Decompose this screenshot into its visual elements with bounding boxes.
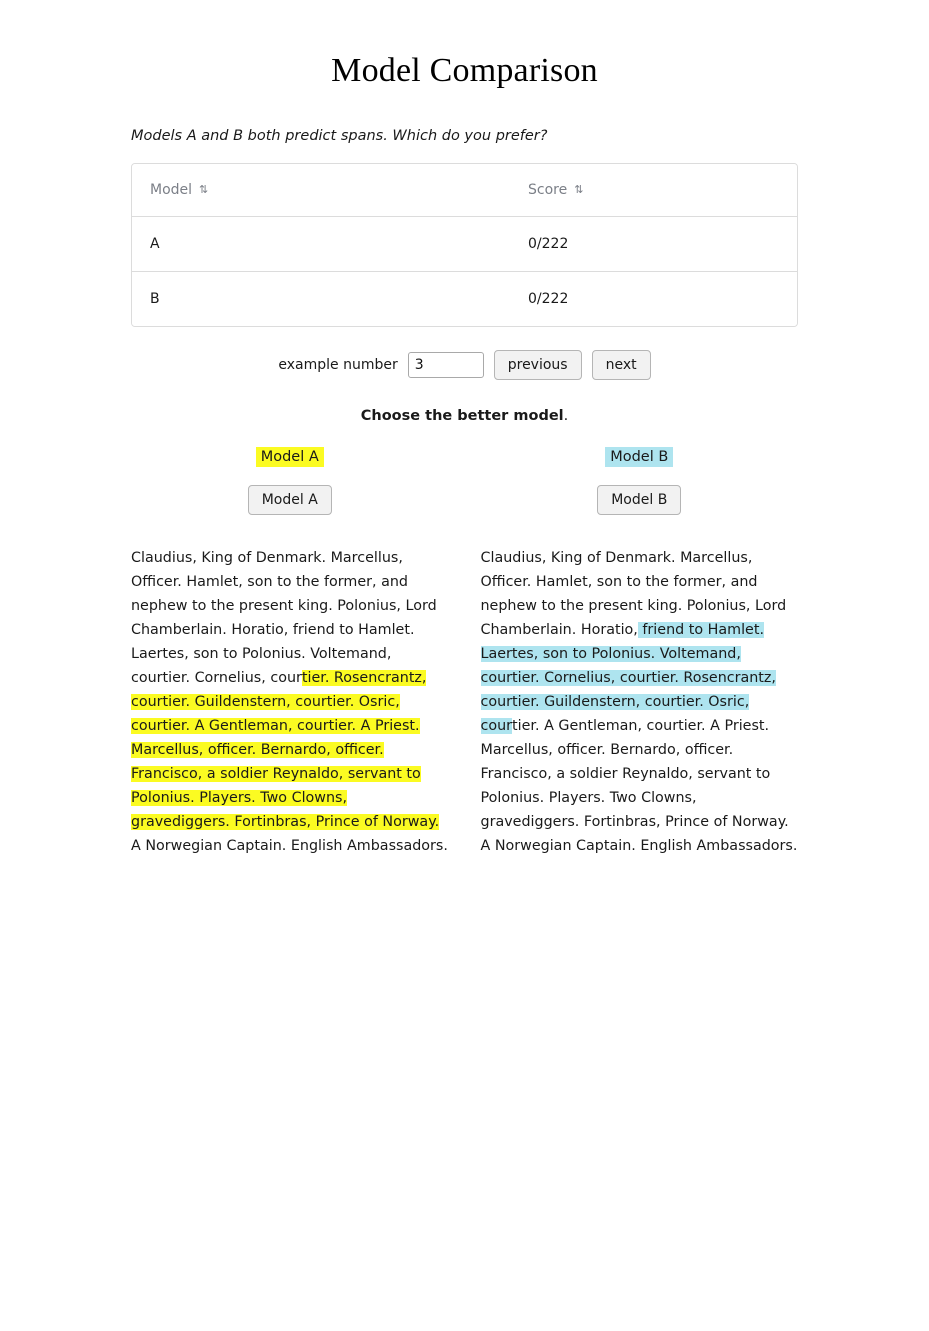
model-a-plain-before: Claudius, King of Denmark. Marcellus, Officer. Hamlet, son to the former, and nephew to the present king. Polonius, Lord Chamberlain. Horatio, friend to Hamlet. Laertes, son to Polonius. Voltemand, courtier. Cornelius, cour (131, 550, 437, 686)
table-row (132, 217, 797, 272)
choose-prompt-bold: Choose the better model (360, 408, 564, 424)
column-header-score[interactable] (510, 164, 797, 217)
score-table-header (132, 164, 797, 217)
next-button[interactable]: next (592, 350, 651, 380)
model-b-highlighted-span: friend to Hamlet. Laertes, son to Polonius. Voltemand, courtier. Cornelius, courtier. Rosencrantz, courtier. Guildenstern, courtier. Osric, cour (480, 622, 776, 734)
model-b-passage (481, 546, 799, 858)
page-title: Model Comparison (331, 52, 598, 89)
column-header-model-label: Model (150, 182, 193, 198)
model-b-choose-row (481, 485, 799, 515)
model-b-tag-row (481, 446, 799, 467)
example-number-input[interactable] (408, 352, 484, 378)
model-b-plain-before: Claudius, King of Denmark. Marcellus, Officer. Hamlet, son to the former, and nephew to the present king. Polonius, Lord Chamberlain. Horatio, (480, 550, 787, 638)
example-navigation (0, 350, 929, 380)
cell-score: 0/222 (510, 272, 797, 327)
page-subtitle: Models A and B both predict spans. Which do you prefer? (131, 128, 548, 144)
table-header-row (132, 164, 797, 217)
model-b-plain-after: tier. A Gentleman, courtier. A Priest. Marcellus, officer. Bernardo, officer. Francisco, a soldier Reynaldo, servant to Polonius. Players. Two Clowns, gravediggers. Fortinbras, Prince of Norway. A Norwegian Captain. English Ambassadors. (480, 718, 798, 854)
model-a-choose-row (131, 485, 449, 515)
column-header-score-label: Score (528, 182, 568, 198)
model-b-column (481, 446, 799, 858)
column-header-model[interactable] (132, 164, 510, 217)
model-a-passage (131, 546, 449, 858)
choose-model-b-button[interactable]: Model B (597, 485, 681, 515)
cell-score: 0/222 (510, 217, 797, 272)
score-table-body (132, 217, 797, 327)
model-b-tag: Model B (605, 447, 673, 467)
previous-button[interactable]: previous (494, 350, 582, 380)
cell-model: A (132, 217, 510, 272)
cell-model: B (132, 272, 510, 327)
model-a-column (131, 446, 449, 858)
choose-model-a-button[interactable]: Model A (248, 485, 332, 515)
choose-prompt-rest: . (563, 408, 569, 424)
table-row (132, 272, 797, 327)
choose-prompt (0, 408, 929, 424)
score-table-container (131, 163, 798, 327)
sort-icon[interactable]: ⇅ (199, 183, 208, 196)
model-a-tag-row (131, 446, 449, 467)
model-a-tag: Model A (256, 447, 324, 467)
sort-icon[interactable]: ⇅ (574, 183, 583, 196)
comparison-columns (0, 446, 929, 858)
model-a-plain-after: A Norwegian Captain. English Ambassadors. (131, 838, 448, 854)
score-table (132, 164, 797, 326)
model-a-highlighted-span: tier. Rosencrantz, courtier. Guildenstern, courtier. Osric, courtier. A Gentleman, courtier. A Priest. Marcellus, officer. Bernardo, officer. Francisco, a soldier Reynaldo, servant to Polonius. Players. Two Clowns, gravediggers. Fortinbras, Prince of Norway. (131, 670, 440, 830)
example-number-label: example number (278, 357, 398, 373)
